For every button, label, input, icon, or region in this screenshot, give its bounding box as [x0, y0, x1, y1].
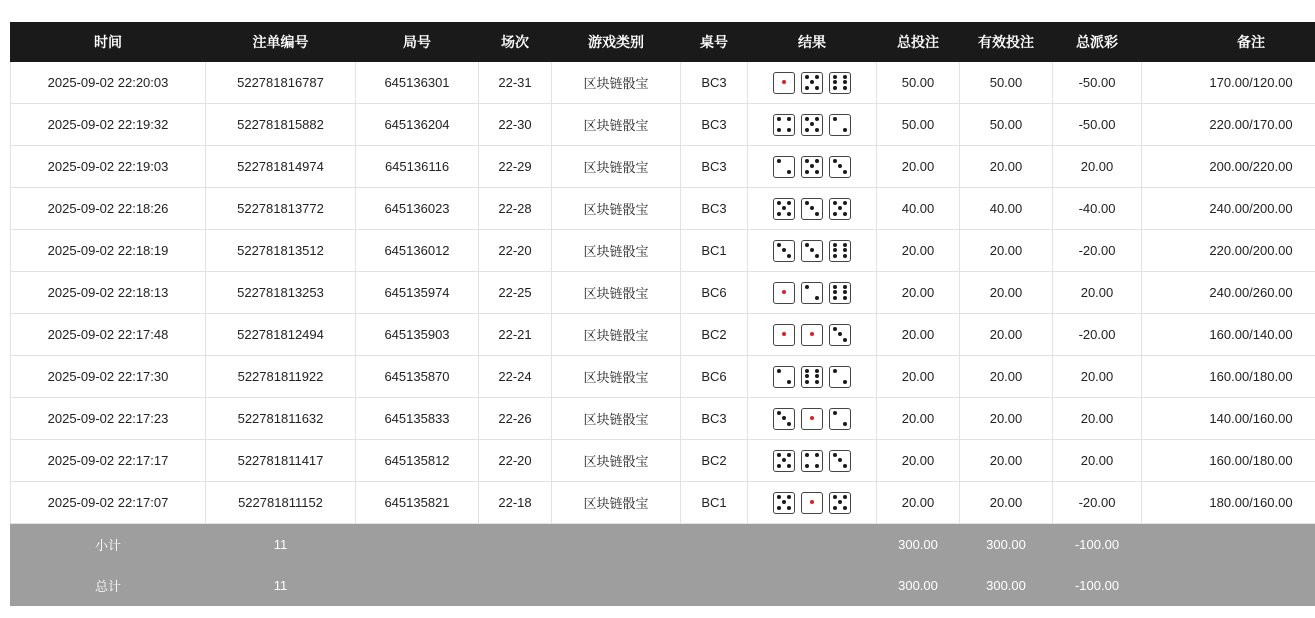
cell-payout: -50.00 [1053, 62, 1142, 104]
cell-result [748, 482, 877, 524]
table-row[interactable] [11, 104, 1315, 146]
dice-face-2 [829, 366, 851, 388]
cell-session: 22-18 [479, 482, 552, 524]
cell-round-no: 645135821 [356, 482, 479, 524]
dice-face-3 [801, 240, 823, 262]
dice-group [752, 450, 872, 472]
dice-face-2 [773, 156, 795, 178]
cell-total-bet: 20.00 [877, 440, 960, 482]
cell-total-bet: 20.00 [877, 356, 960, 398]
cell-note: 160.00/180.00 [1142, 356, 1315, 398]
dice-face-5 [773, 198, 795, 220]
dice-group [752, 198, 872, 220]
cell-order-no: 522781813512 [206, 230, 356, 272]
cell-time: 2025-09-02 22:17:48 [11, 314, 206, 356]
table-row[interactable] [11, 482, 1315, 524]
cell-table-no: BC6 [681, 356, 748, 398]
cell-order-no: 522781811632 [206, 398, 356, 440]
subtotal-row-total-bet: 300.00 [877, 524, 960, 565]
cell-valid-bet: 20.00 [960, 272, 1053, 314]
cell-valid-bet: 20.00 [960, 482, 1053, 524]
cell-payout: 20.00 [1053, 440, 1142, 482]
dice-face-1 [801, 324, 823, 346]
cell-valid-bet: 20.00 [960, 356, 1053, 398]
total-row-total-bet: 300.00 [877, 565, 960, 606]
cell-table-no: BC3 [681, 398, 748, 440]
dice-face-3 [801, 198, 823, 220]
dice-face-4 [801, 450, 823, 472]
cell-time: 2025-09-02 22:19:03 [11, 146, 206, 188]
dice-group [752, 282, 872, 304]
cell-order-no: 522781813253 [206, 272, 356, 314]
subtotal-row-blank-4 [681, 524, 748, 565]
cell-round-no: 645135833 [356, 398, 479, 440]
cell-time: 2025-09-02 22:18:13 [11, 272, 206, 314]
column-header-payout[interactable]: 总派彩 [1053, 23, 1142, 62]
cell-order-no: 522781814974 [206, 146, 356, 188]
column-header-game-type[interactable]: 游戏类别 [552, 23, 681, 62]
cell-order-no: 522781813772 [206, 188, 356, 230]
cell-game-type: 区块链骰宝 [552, 356, 681, 398]
cell-order-no: 522781812494 [206, 314, 356, 356]
cell-round-no: 645136023 [356, 188, 479, 230]
total-row-valid-bet: 300.00 [960, 565, 1053, 606]
cell-session: 22-20 [479, 230, 552, 272]
dice-face-6 [829, 72, 851, 94]
column-header-round-no[interactable]: 局号 [356, 23, 479, 62]
cell-game-type: 区块链骰宝 [552, 398, 681, 440]
dice-face-6 [829, 282, 851, 304]
table-row[interactable] [11, 230, 1315, 272]
cell-table-no: BC3 [681, 104, 748, 146]
dice-face-1 [801, 408, 823, 430]
cell-time: 2025-09-02 22:17:30 [11, 356, 206, 398]
cell-game-type: 区块链骰宝 [552, 188, 681, 230]
dice-face-2 [773, 366, 795, 388]
cell-time: 2025-09-02 22:19:32 [11, 104, 206, 146]
total-row-blank-4 [681, 565, 748, 606]
cell-round-no: 645136204 [356, 104, 479, 146]
cell-result [748, 356, 877, 398]
subtotal-row-blank-1 [356, 524, 479, 565]
cell-session: 22-30 [479, 104, 552, 146]
cell-total-bet: 20.00 [877, 146, 960, 188]
cell-note: 200.00/220.00 [1142, 146, 1315, 188]
cell-payout: -40.00 [1053, 188, 1142, 230]
table-body [11, 62, 1315, 606]
cell-valid-bet: 50.00 [960, 62, 1053, 104]
subtotal-row-payout: -100.00 [1053, 524, 1142, 565]
cell-note: 160.00/180.00 [1142, 440, 1315, 482]
cell-payout: -20.00 [1053, 314, 1142, 356]
subtotal-row-count: 11 [206, 524, 356, 565]
cell-session: 22-24 [479, 356, 552, 398]
cell-table-no: BC3 [681, 188, 748, 230]
cell-payout: 20.00 [1053, 356, 1142, 398]
dice-group [752, 156, 872, 178]
cell-order-no: 522781811152 [206, 482, 356, 524]
dice-face-3 [773, 240, 795, 262]
dice-face-3 [829, 450, 851, 472]
cell-round-no: 645135974 [356, 272, 479, 314]
cell-session: 22-29 [479, 146, 552, 188]
cell-total-bet: 40.00 [877, 188, 960, 230]
cell-note: 240.00/260.00 [1142, 272, 1315, 314]
cell-table-no: BC3 [681, 62, 748, 104]
cell-result [748, 272, 877, 314]
cell-table-no: BC3 [681, 146, 748, 188]
dice-face-2 [829, 114, 851, 136]
cell-session: 22-26 [479, 398, 552, 440]
cell-result [748, 188, 877, 230]
cell-total-bet: 20.00 [877, 398, 960, 440]
dice-face-3 [773, 408, 795, 430]
column-header-total-bet[interactable]: 总投注 [877, 23, 960, 62]
cell-result [748, 146, 877, 188]
subtotal-row-blank-3 [552, 524, 681, 565]
dice-face-5 [773, 450, 795, 472]
total-row-payout: -100.00 [1053, 565, 1142, 606]
subtotal-row-blank-6 [1142, 524, 1315, 565]
table-row[interactable] [11, 146, 1315, 188]
cell-payout: 20.00 [1053, 146, 1142, 188]
cell-result [748, 230, 877, 272]
dice-face-3 [829, 324, 851, 346]
cell-table-no: BC1 [681, 482, 748, 524]
cell-order-no: 522781811922 [206, 356, 356, 398]
total-row-blank-2 [479, 565, 552, 606]
cell-time: 2025-09-02 22:20:03 [11, 62, 206, 104]
cell-table-no: BC2 [681, 440, 748, 482]
total-row [11, 565, 1315, 606]
table-row[interactable] [11, 398, 1315, 440]
cell-note: 220.00/200.00 [1142, 230, 1315, 272]
cell-result [748, 398, 877, 440]
cell-game-type: 区块链骰宝 [552, 104, 681, 146]
dice-face-6 [801, 366, 823, 388]
column-header-session[interactable]: 场次 [479, 23, 552, 62]
cell-round-no: 645136301 [356, 62, 479, 104]
cell-game-type: 区块链骰宝 [552, 314, 681, 356]
cell-time: 2025-09-02 22:18:19 [11, 230, 206, 272]
cell-valid-bet: 20.00 [960, 146, 1053, 188]
cell-time: 2025-09-02 22:17:23 [11, 398, 206, 440]
cell-total-bet: 20.00 [877, 230, 960, 272]
column-header-result[interactable]: 结果 [748, 23, 877, 62]
total-row-blank-5 [748, 565, 877, 606]
dice-face-5 [829, 492, 851, 514]
total-row-blank-6 [1142, 565, 1315, 606]
cell-valid-bet: 20.00 [960, 314, 1053, 356]
cell-valid-bet: 40.00 [960, 188, 1053, 230]
subtotal-row-label: 小计 [11, 524, 206, 565]
cell-round-no: 645136116 [356, 146, 479, 188]
table-row[interactable] [11, 272, 1315, 314]
cell-order-no: 522781816787 [206, 62, 356, 104]
cell-total-bet: 50.00 [877, 62, 960, 104]
dice-group [752, 324, 872, 346]
cell-result [748, 314, 877, 356]
cell-total-bet: 20.00 [877, 482, 960, 524]
dice-face-5 [801, 156, 823, 178]
cell-time: 2025-09-02 22:17:17 [11, 440, 206, 482]
table-row[interactable] [11, 188, 1315, 230]
dice-face-1 [773, 72, 795, 94]
dice-group [752, 114, 872, 136]
column-header-valid-bet[interactable]: 有效投注 [960, 23, 1053, 62]
dice-face-4 [773, 114, 795, 136]
cell-note: 180.00/160.00 [1142, 482, 1315, 524]
table-row[interactable] [11, 314, 1315, 356]
cell-session: 22-28 [479, 188, 552, 230]
table-row[interactable] [11, 356, 1315, 398]
cell-game-type: 区块链骰宝 [552, 482, 681, 524]
bet-history-table [10, 22, 1315, 606]
total-row-blank-1 [356, 565, 479, 606]
column-header-table-no[interactable]: 桌号 [681, 23, 748, 62]
cell-note: 170.00/120.00 [1142, 62, 1315, 104]
subtotal-row-valid-bet: 300.00 [960, 524, 1053, 565]
cell-valid-bet: 50.00 [960, 104, 1053, 146]
cell-payout: -20.00 [1053, 230, 1142, 272]
cell-payout: 20.00 [1053, 398, 1142, 440]
dice-group [752, 408, 872, 430]
cell-payout: -20.00 [1053, 482, 1142, 524]
cell-payout: -50.00 [1053, 104, 1142, 146]
cell-order-no: 522781815882 [206, 104, 356, 146]
column-header-note[interactable]: 备注 [1142, 23, 1315, 62]
column-header-time[interactable]: 时间 [11, 23, 206, 62]
dice-face-1 [801, 492, 823, 514]
total-row-label: 总计 [11, 565, 206, 606]
cell-result [748, 62, 877, 104]
cell-valid-bet: 20.00 [960, 230, 1053, 272]
dice-face-5 [801, 72, 823, 94]
cell-time: 2025-09-02 22:17:07 [11, 482, 206, 524]
dice-face-6 [829, 240, 851, 262]
cell-result [748, 104, 877, 146]
cell-game-type: 区块链骰宝 [552, 62, 681, 104]
dice-group [752, 492, 872, 514]
cell-round-no: 645135903 [356, 314, 479, 356]
cell-session: 22-20 [479, 440, 552, 482]
cell-result [748, 440, 877, 482]
subtotal-row [11, 524, 1315, 565]
cell-round-no: 645136012 [356, 230, 479, 272]
dice-face-5 [773, 492, 795, 514]
cell-payout: 20.00 [1053, 272, 1142, 314]
cell-note: 160.00/140.00 [1142, 314, 1315, 356]
cell-game-type: 区块链骰宝 [552, 230, 681, 272]
cell-table-no: BC2 [681, 314, 748, 356]
cell-session: 22-21 [479, 314, 552, 356]
table-header [11, 23, 1315, 62]
cell-note: 220.00/170.00 [1142, 104, 1315, 146]
cell-note: 240.00/200.00 [1142, 188, 1315, 230]
cell-session: 22-25 [479, 272, 552, 314]
total-row-count: 11 [206, 565, 356, 606]
table-row[interactable] [11, 62, 1315, 104]
total-row-blank-3 [552, 565, 681, 606]
cell-valid-bet: 20.00 [960, 398, 1053, 440]
dice-face-1 [773, 282, 795, 304]
cell-game-type: 区块链骰宝 [552, 440, 681, 482]
cell-session: 22-31 [479, 62, 552, 104]
table-row[interactable] [11, 440, 1315, 482]
cell-total-bet: 20.00 [877, 314, 960, 356]
cell-total-bet: 20.00 [877, 272, 960, 314]
column-header-order-no[interactable]: 注单编号 [206, 23, 356, 62]
dice-face-5 [801, 114, 823, 136]
cell-game-type: 区块链骰宝 [552, 272, 681, 314]
dice-face-1 [773, 324, 795, 346]
cell-valid-bet: 20.00 [960, 440, 1053, 482]
dice-face-5 [829, 198, 851, 220]
cell-table-no: BC6 [681, 272, 748, 314]
cell-order-no: 522781811417 [206, 440, 356, 482]
cell-note: 140.00/160.00 [1142, 398, 1315, 440]
subtotal-row-blank-5 [748, 524, 877, 565]
subtotal-row-blank-2 [479, 524, 552, 565]
cell-round-no: 645135812 [356, 440, 479, 482]
dice-group [752, 72, 872, 94]
table-header-row [11, 23, 1315, 62]
cell-round-no: 645135870 [356, 356, 479, 398]
cell-table-no: BC1 [681, 230, 748, 272]
cell-game-type: 区块链骰宝 [552, 146, 681, 188]
dice-face-3 [829, 156, 851, 178]
cell-time: 2025-09-02 22:18:26 [11, 188, 206, 230]
cell-total-bet: 50.00 [877, 104, 960, 146]
dice-face-2 [801, 282, 823, 304]
dice-group [752, 366, 872, 388]
dice-face-2 [829, 408, 851, 430]
dice-group [752, 240, 872, 262]
